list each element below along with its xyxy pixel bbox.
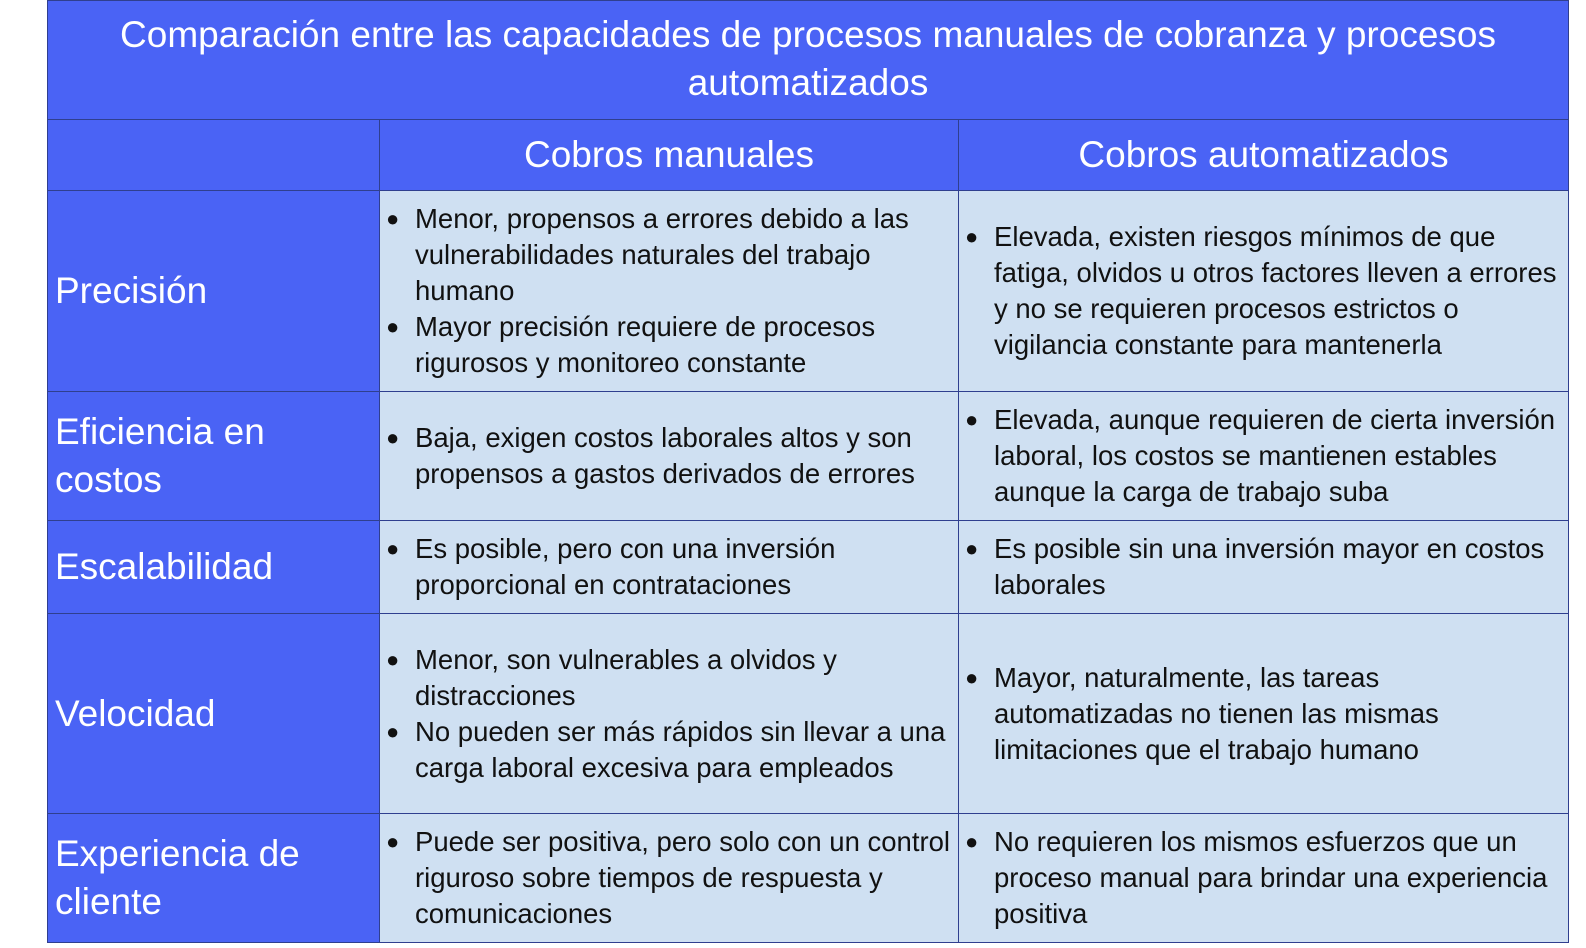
header-empty-cell	[48, 120, 380, 191]
bullet-icon: ●	[965, 536, 979, 561]
row-label-speed: Velocidad	[48, 614, 380, 814]
table-row-speed	[48, 614, 1569, 814]
bullet-icon: ●	[965, 224, 979, 249]
table-row-customer-experience	[48, 814, 1569, 943]
list-item: ● Baja, exigen costos laborales altos y son propensos a gastos derivados de errores	[386, 422, 915, 489]
comparison-table	[47, 0, 1569, 943]
cell-automated-scalability	[959, 521, 1569, 614]
list-item: ● No pueden ser más rápidos sin llevar a una carga laboral excesiva para empleados	[386, 715, 946, 783]
list-item: ● Es posible sin una inversión mayor en costos laborales	[965, 533, 1545, 600]
row-label-precision: Precisión	[48, 191, 380, 392]
bullet-icon: ●	[386, 425, 400, 450]
cell-manual-speed	[380, 614, 959, 814]
cell-automated-speed	[959, 614, 1569, 814]
bullet-icon: ●	[386, 314, 400, 339]
list-item: ● Mayor precisión requiere de procesos rigurosos y monitoreo constante	[386, 311, 876, 378]
cell-manual-cost-efficiency	[380, 392, 959, 521]
bullet-icon: ●	[386, 536, 400, 561]
cell-manual-scalability	[380, 521, 959, 614]
list-item: ● Puede ser positiva, pero solo con un control riguroso sobre tiempos de respuesta y comunicaciones	[386, 826, 951, 929]
cell-manual-precision	[380, 191, 959, 392]
cell-manual-customer-experience	[380, 814, 959, 943]
comparison-table-wrapper	[47, 0, 1586, 948]
list-item: ● No requieren los mismos esfuerzos que un proceso manual para brindar una experiencia positiva	[965, 826, 1548, 929]
bullet-icon: ●	[965, 829, 979, 854]
list-item: ● Elevada, aunque requieren de cierta inversión laboral, los costos se mantienen estables aunque la carga de trabajo suba	[965, 404, 1556, 507]
bullet-icon: ●	[386, 206, 400, 231]
bullet-icon: ●	[386, 718, 400, 744]
row-label-cost-efficiency: Eficiencia en costos	[48, 392, 380, 521]
list-item: ● Menor, son vulnerables a olvidos y distracciones	[386, 643, 837, 711]
list-item: ● Es posible, pero con una inversión proporcional en contrataciones	[386, 533, 836, 600]
bullet-icon: ●	[386, 829, 400, 854]
bullet-icon: ●	[386, 646, 400, 672]
cell-automated-cost-efficiency	[959, 392, 1569, 521]
table-row-scalability	[48, 521, 1569, 614]
bullet-icon: ●	[965, 407, 979, 432]
table-title: Comparación entre las capacidades de procesos manuales de cobranza y procesos automatizados	[48, 1, 1569, 120]
cell-automated-customer-experience	[959, 814, 1569, 943]
row-label-customer-experience: Experiencia de cliente	[48, 814, 380, 943]
list-item: ● Mayor, naturalmente, las tareas automatizadas no tienen las mismas limitaciones que el trabajo humano	[965, 661, 1439, 765]
list-item: ● Menor, propensos a errores debido a las vulnerabilidades naturales del trabajo humano	[386, 203, 909, 306]
header-automated: Cobros automatizados	[959, 120, 1569, 191]
header-manual: Cobros manuales	[380, 120, 959, 191]
title-row	[48, 1, 1569, 120]
table-row-cost-efficiency	[48, 392, 1569, 521]
table-row-precision	[48, 191, 1569, 392]
header-row	[48, 120, 1569, 191]
list-item: ● Elevada, existen riesgos mínimos de que fatiga, olvidos u otros factores lleven a errores y no se requieren procesos estrictos o vigilancia constante para mantenerla	[965, 221, 1557, 360]
cell-automated-precision	[959, 191, 1569, 392]
bullet-icon: ●	[965, 664, 979, 690]
row-label-scalability: Escalabilidad	[48, 521, 380, 614]
